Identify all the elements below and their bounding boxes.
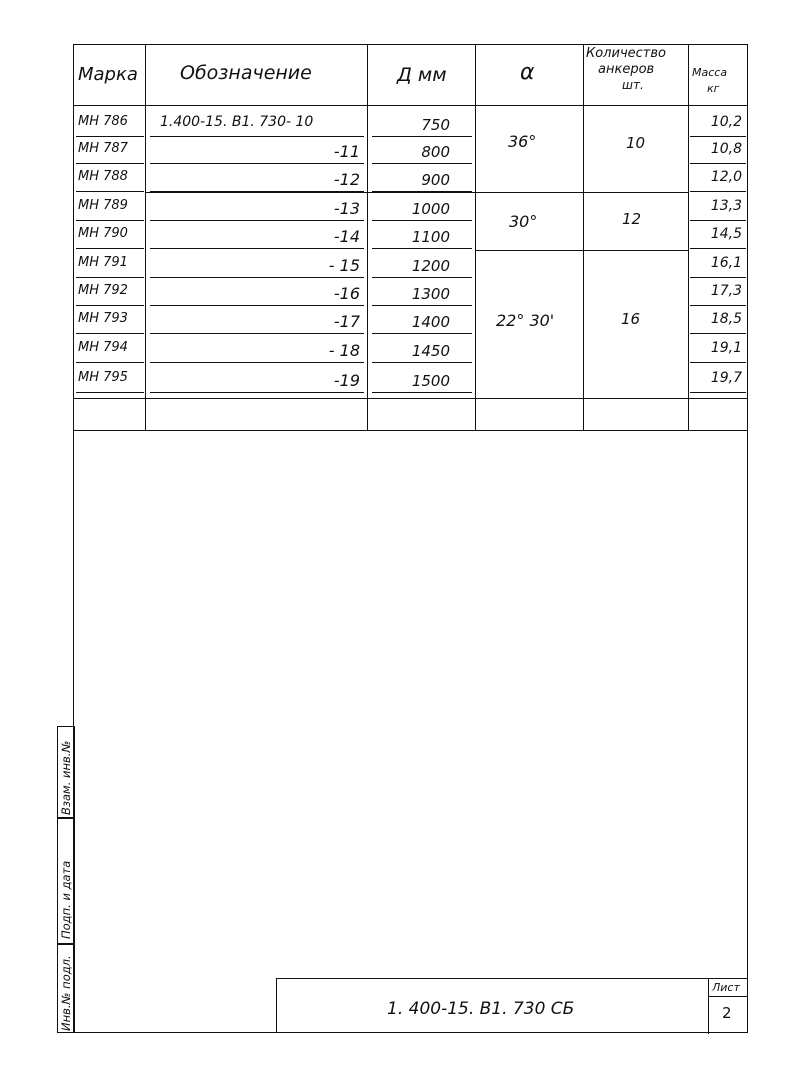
col-divider (145, 44, 146, 430)
sheet-divider (709, 996, 748, 997)
row-mark: МН 789 (78, 198, 128, 213)
header-mass-2: кг (707, 82, 720, 95)
row-designation: -19 (333, 371, 360, 390)
diameter-underline (372, 220, 472, 221)
diameter-underline (372, 362, 472, 363)
designation-underline (150, 392, 364, 393)
row-designation: -13 (333, 199, 360, 218)
row-mass: 14,5 (710, 226, 742, 242)
mark-underline (76, 362, 144, 363)
anchors-group-2: 12 (622, 210, 642, 228)
row-mass: 10,2 (710, 114, 742, 130)
mark-underline (76, 392, 144, 393)
header-diameter: Д мм (397, 64, 447, 86)
row-divider (367, 192, 475, 193)
title-block (276, 978, 748, 1033)
row-mark: МН 794 (78, 340, 128, 355)
diameter-underline (372, 163, 472, 164)
side-label-inventory: Инв.№ подл. (59, 955, 73, 1031)
row-mark: МН 786 (78, 114, 128, 129)
col-divider (367, 44, 368, 430)
side-box-inventory (57, 944, 75, 1033)
header-designation: Обозначение (180, 62, 312, 84)
row-mark: МН 795 (78, 370, 128, 385)
row-mark: МН 791 (78, 255, 128, 270)
row-diameter: 750 (421, 116, 450, 134)
designation-underline (150, 220, 364, 221)
row-designation: - 18 (328, 341, 360, 360)
row-mass: 19,7 (710, 370, 742, 386)
angle-group-2: 30° (509, 212, 538, 231)
row-designation: 1.400-15. В1. 730- 10 (160, 114, 314, 130)
mass-underline (690, 305, 746, 306)
group-divider (475, 192, 583, 193)
col-divider (475, 44, 476, 430)
row-designation: -16 (333, 284, 360, 303)
row-divider (73, 398, 748, 399)
mark-underline (76, 220, 144, 221)
mass-underline (690, 392, 746, 393)
row-diameter: 1200 (411, 257, 450, 275)
row-mass: 19,1 (710, 340, 742, 356)
designation-underline (150, 277, 364, 278)
side-box-signature (57, 818, 75, 944)
designation-underline (150, 362, 364, 363)
row-designation: -12 (333, 170, 360, 189)
mass-underline (690, 277, 746, 278)
row-diameter: 1400 (411, 313, 450, 331)
diameter-underline (372, 277, 472, 278)
header-anchors-2: анкеров (598, 62, 655, 77)
sheet-number: 2 (722, 1004, 732, 1022)
mass-underline (690, 220, 746, 221)
document-code: 1. 400-15. В1. 730 СБ (387, 999, 575, 1019)
row-mark: МН 788 (78, 169, 128, 184)
side-label-replacement: Взам. инв.№ (59, 740, 73, 815)
row-mass: 13,3 (710, 198, 742, 214)
mass-underline (690, 136, 746, 137)
row-diameter: 1300 (411, 285, 450, 303)
table-bottom (73, 430, 748, 431)
mass-underline (690, 163, 746, 164)
side-label-signature: Подп. и дата (59, 860, 73, 939)
diameter-underline (372, 333, 472, 334)
row-designation: -11 (333, 142, 360, 161)
col-divider (583, 44, 584, 430)
row-mass: 16,1 (710, 255, 742, 271)
mass-underline (690, 333, 746, 334)
row-mark: МН 792 (78, 283, 128, 298)
row-diameter: 1100 (411, 228, 450, 246)
diameter-underline (372, 392, 472, 393)
mark-underline (76, 305, 144, 306)
header-angle: α (520, 60, 535, 85)
designation-underline (150, 305, 364, 306)
row-mark: МН 790 (78, 226, 128, 241)
group-divider (475, 250, 583, 251)
sheet-box (708, 979, 748, 1034)
mass-underline (690, 248, 746, 249)
diameter-underline (372, 248, 472, 249)
designation-underline (150, 191, 364, 192)
col-divider (688, 44, 689, 430)
header-mark: Марка (78, 64, 138, 85)
mark-underline (76, 163, 144, 164)
row-diameter: 1450 (411, 342, 450, 360)
row-mark: МН 793 (78, 311, 128, 326)
diameter-underline (372, 136, 472, 137)
angle-group-1: 36° (508, 132, 537, 151)
designation-underline (150, 248, 364, 249)
row-mass: 18,5 (710, 311, 742, 327)
row-diameter: 800 (421, 143, 450, 161)
anchors-group-3: 16 (621, 310, 641, 328)
mark-underline (76, 136, 144, 137)
header-anchors-3: шт. (622, 78, 644, 92)
mass-underline (690, 362, 746, 363)
diameter-underline (372, 191, 472, 192)
row-mass: 12,0 (710, 169, 742, 185)
row-mass: 10,8 (710, 141, 742, 157)
mark-underline (76, 333, 144, 334)
mark-underline (76, 277, 144, 278)
designation-underline (150, 163, 364, 164)
row-diameter: 1000 (411, 200, 450, 218)
header-mass-1: Масса (692, 66, 728, 79)
row-divider (145, 192, 367, 193)
designation-underline (150, 136, 364, 137)
side-box-replacement (57, 726, 75, 818)
mark-underline (76, 248, 144, 249)
anchors-group-1: 10 (626, 134, 646, 152)
row-mark: МН 787 (78, 141, 128, 156)
mass-underline (690, 191, 746, 192)
row-diameter: 1500 (411, 372, 450, 390)
group-divider (583, 250, 688, 251)
row-mass: 17,3 (710, 283, 742, 299)
header-anchors-1: Количество (586, 46, 666, 61)
angle-group-3: 22° 30' (496, 311, 555, 330)
row-designation: - 15 (328, 256, 360, 275)
group-divider (583, 192, 688, 193)
designation-underline (150, 333, 364, 334)
row-designation: -17 (333, 312, 360, 331)
mark-underline (76, 191, 144, 192)
sheet-label: Лист (712, 981, 740, 994)
header-divider (73, 105, 748, 106)
row-designation: -14 (333, 227, 360, 246)
diameter-underline (372, 305, 472, 306)
row-diameter: 900 (421, 171, 450, 189)
